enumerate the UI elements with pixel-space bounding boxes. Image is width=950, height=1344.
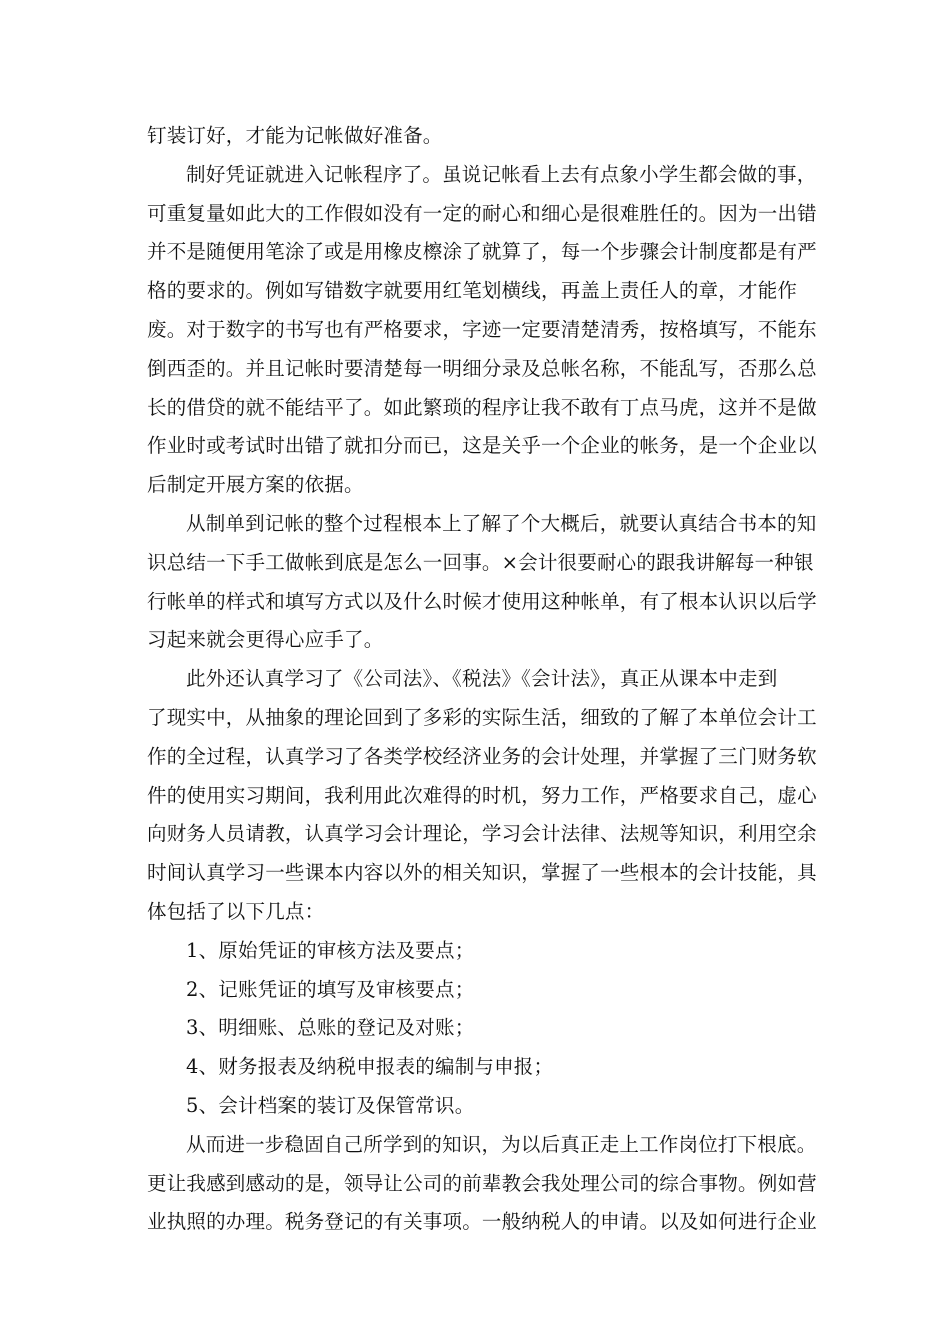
text-line: 体包括了以下几点： (147, 899, 325, 923)
text-line: 业执照的办理。税务登记的有关事项。一般纳税人的申请。以及如何进行企业 (147, 1210, 817, 1234)
text-line: 格的要求的。例如写错数字就要用红笔划横线，再盖上责任人的章，才能作 (147, 279, 798, 303)
text-line: 钉装订好，才能为记帐做好准备。 (147, 124, 443, 147)
text-line: 更让我感到感动的是，领导让公司的前辈教会我处理公司的综合事物。例如营 (147, 1171, 817, 1195)
list-item: 2、记账凭证的填写及审核要点； (186, 977, 475, 1001)
paragraph-first-line: 从而进一步稳固自己所学到的知识，为以后真正走上工作岗位打下根底。 (186, 1132, 817, 1156)
text-line: 行帐单的样式和填写方式以及什么时候才使用这种帐单，有了根本认识以后学 (147, 589, 817, 613)
text-line: 并不是随便用笔涂了或是用橡皮檫涂了就算了，每一个步骤会计制度都是有严 (147, 240, 817, 264)
text-line: 习起来就会更得心应手了。 (147, 628, 384, 652)
text-line: 了现实中，从抽象的理论回到了多彩的实际生活，细致的了解了本单位会计工 (147, 705, 817, 729)
paragraph-first-line: 制好凭证就进入记帐程序了。虽说记帐看上去有点象小学生都会做的事， (186, 162, 817, 186)
text-line: 识总结一下手工做帐到底是怎么一回事。×会计很要耐心的跟我讲解每一种银 (147, 550, 814, 574)
text-line: 时间认真学习一些课本内容以外的相关知识，掌握了一些根本的会计技能，具 (147, 861, 817, 885)
text-line: 废。对于数字的书写也有严格要求，字迹一定要清楚清秀，按格填写，不能东 (147, 317, 817, 341)
list-item: 5、会计档案的装订及保管常识。 (186, 1093, 475, 1117)
paragraph-first-line: 从制单到记帐的整个过程根本上了解了个大概后，就要认真结合书本的知 (186, 511, 817, 535)
list-item: 4、财务报表及纳税申报表的编制与申报； (186, 1055, 554, 1079)
text-line: 向财务人员请教，认真学习会计理论，学习会计法律、法规等知识，利用空余 (147, 822, 817, 846)
text-line: 件的使用实习期间，我利用此次难得的时机，努力工作，严格要求自己，虚心 (147, 783, 817, 807)
text-line: 作业时或考试时出错了就扣分而已，这是关乎一个企业的帐务，是一个企业以 (147, 434, 817, 458)
list-item: 3、明细账、总账的登记及对账； (186, 1016, 475, 1040)
paragraph-first-line: 此外还认真学习了《公司法》、《税法》《会计法》，真正从课本中走到 (186, 667, 778, 691)
list-item: 1、原始凭证的审核方法及要点； (186, 938, 475, 962)
text-line: 可重复量如此大的工作假如没有一定的耐心和细心是很难胜任的。因为一出错 (147, 201, 817, 225)
text-line: 作的全过程，认真学习了各类学校经济业务的会计处理，并掌握了三门财务软 (147, 744, 817, 768)
text-line: 长的借贷的就不能结平了。如此繁琐的程序让我不敢有丁点马虎，这并不是做 (147, 395, 817, 419)
text-line: 倒西歪的。并且记帐时要清楚每一明细分录及总帐名称，不能乱写，否那么总 (147, 356, 817, 380)
document-body (147, 117, 817, 1242)
text-line: 后制定开展方案的依据。 (147, 473, 364, 497)
